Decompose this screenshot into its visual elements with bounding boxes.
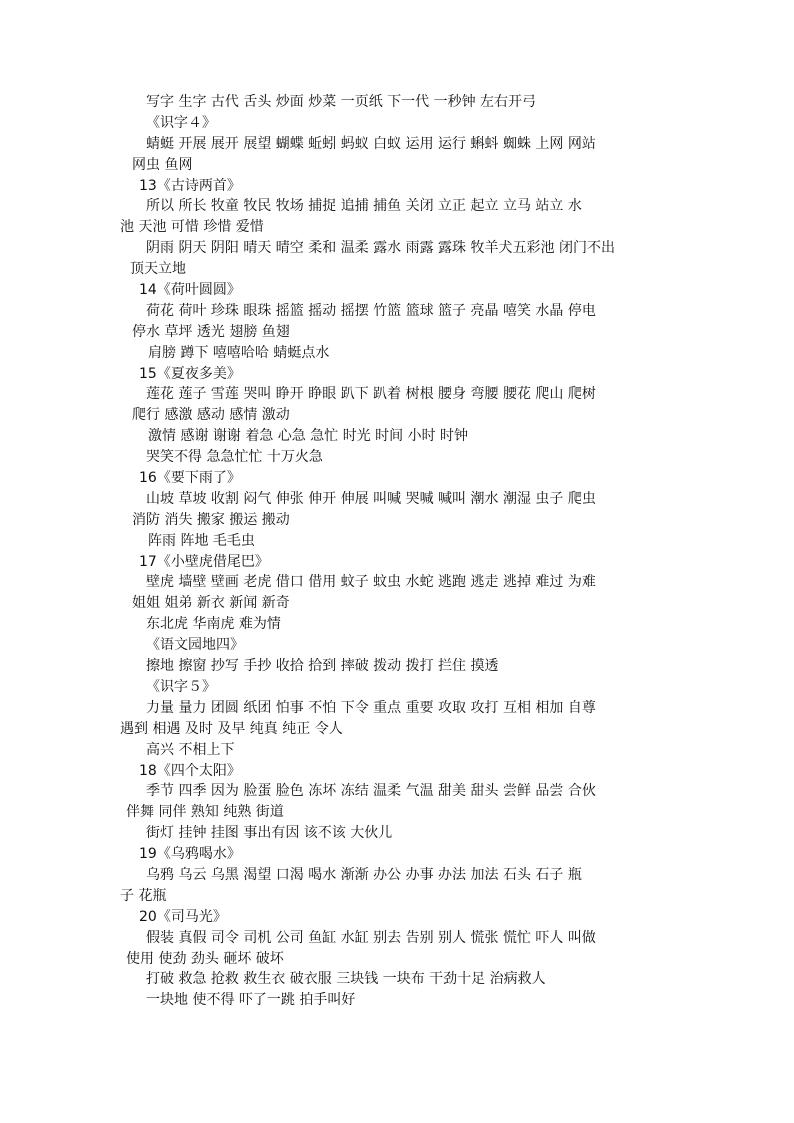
text-line: 力量 量力 团圆 纸团 怕事 不怕 下令 重点 重要 攻取 攻打 互相 相加 自尊 [146, 699, 596, 716]
text-line: 荷花 荷叶 珍珠 眼珠 摇篮 摇动 摇摆 竹篮 篮球 篮子 亮晶 嘻笑 水晶 停电 [146, 302, 596, 319]
text-line: 姐姐 姐弟 新衣 新闻 新奇 [132, 595, 290, 612]
text-line: 19《乌鸦喝水》 [139, 846, 241, 863]
text-line: 消防 消失 搬家 搬运 搬动 [132, 511, 290, 528]
text-line: 《识字５》 [146, 678, 216, 695]
text-line: 使用 使劲 劲头 砸坏 破坏 [126, 950, 284, 967]
text-line: 爬行 感激 感动 感情 激动 [132, 407, 290, 424]
text-line: 14《荷叶圆圆》 [139, 282, 241, 299]
text-line: 所以 所长 牧童 牧民 牧场 捕捉 追捕 捕鱼 关闭 立正 起立 立马 站立 水 [146, 198, 582, 215]
text-line: 池 天池 可惜 珍惜 爱惜 [120, 219, 264, 236]
text-line: 《语文园地四》 [146, 637, 244, 654]
text-line: 乌鸦 乌云 乌黑 渴望 口渴 喝水 渐渐 办公 办事 办法 加法 石头 石子 瓶 [146, 866, 582, 883]
text-line: 一块地 使不得 吓了一跳 拍手叫好 [146, 992, 356, 1009]
text-line: 高兴 不相上下 [146, 741, 235, 758]
text-line: 20《司马光》 [139, 908, 227, 925]
text-line: 16《要下雨了》 [139, 470, 241, 487]
text-line: 《识字４》 [146, 114, 216, 131]
text-line: 遇到 相遇 及时 及早 纯真 纯正 令人 [120, 720, 343, 737]
text-line: 网虫 鱼网 [132, 156, 193, 173]
text-line: 假装 真假 司令 司机 公司 鱼缸 水缸 别去 告别 别人 慌张 慌忙 吓人 叫做 [146, 929, 596, 946]
text-line: 壁虎 墙壁 壁画 老虎 借口 借用 蚊子 蚊虫 水蛇 逃跑 逃走 逃掉 难过 为难 [146, 574, 596, 591]
text-line: 17《小壁虎借尾巴》 [139, 553, 269, 570]
text-line: 蜻蜓 开展 展开 展望 蝴蝶 蚯蚓 蚂蚁 白蚁 运用 运行 蝌蚪 蜘蛛 上网 网站 [146, 135, 596, 152]
text-line: 13《古诗两首》 [139, 177, 241, 194]
text-line: 写字 生字 古代 舌头 炒面 炒菜 一页纸 下一代 一秒钟 左右开弓 [146, 94, 537, 110]
text-line: 停水 草坪 透光 翅膀 鱼翅 [132, 323, 290, 340]
text-line: 季节 四季 因为 脸蛋 脸色 冻坏 冻结 温柔 气温 甜美 甜头 尝鲜 品尝 合伙 [146, 783, 596, 800]
text-line: 山坡 草坡 收割 闷气 伸张 伸开 伸展 叫喊 哭喊 喊叫 潮水 潮湿 虫子 爬虫 [146, 490, 596, 507]
text-line: 激情 感谢 谢谢 着急 心急 急忙 时光 时间 小时 时钟 [148, 428, 469, 445]
text-line: 顶天立地 [130, 261, 186, 278]
text-line: 打破 救急 抢救 救生衣 破衣服 三块钱 一块布 干劲十足 治病救人 [146, 971, 546, 988]
text-line: 阴雨 阴天 阴阳 晴天 晴空 柔和 温柔 露水 雨露 露珠 牧羊犬五彩池 闭门不出 [146, 240, 615, 257]
text-line: 18《四个太阳》 [139, 762, 241, 779]
text-line: 子 花瓶 [120, 887, 167, 904]
text-line: 东北虎 华南虎 难为情 [146, 616, 281, 633]
text-line: 肩膀 蹲下 嘻嘻哈哈 蜻蜓点水 [148, 344, 330, 361]
text-line: 伴舞 同伴 熟知 纯熟 街道 [126, 804, 284, 821]
text-line: 哭笑不得 急急忙忙 十万火急 [146, 449, 323, 466]
text-line: 擦地 擦窗 抄写 手抄 收拾 拾到 摔破 拨动 拨打 拦住 摸透 [146, 658, 499, 675]
text-line: 15《夏夜多美》 [139, 365, 241, 382]
text-line: 阵雨 阵地 毛毛虫 [148, 532, 255, 549]
text-line: 莲花 莲子 雪莲 哭叫 睁开 睁眼 趴下 趴着 树根 腰身 弯腰 腰花 爬山 爬树 [146, 386, 596, 403]
document-body [0, 92, 794, 1011]
text-line: 街灯 挂钟 挂图 事出有因 该不该 大伙儿 [146, 825, 393, 842]
